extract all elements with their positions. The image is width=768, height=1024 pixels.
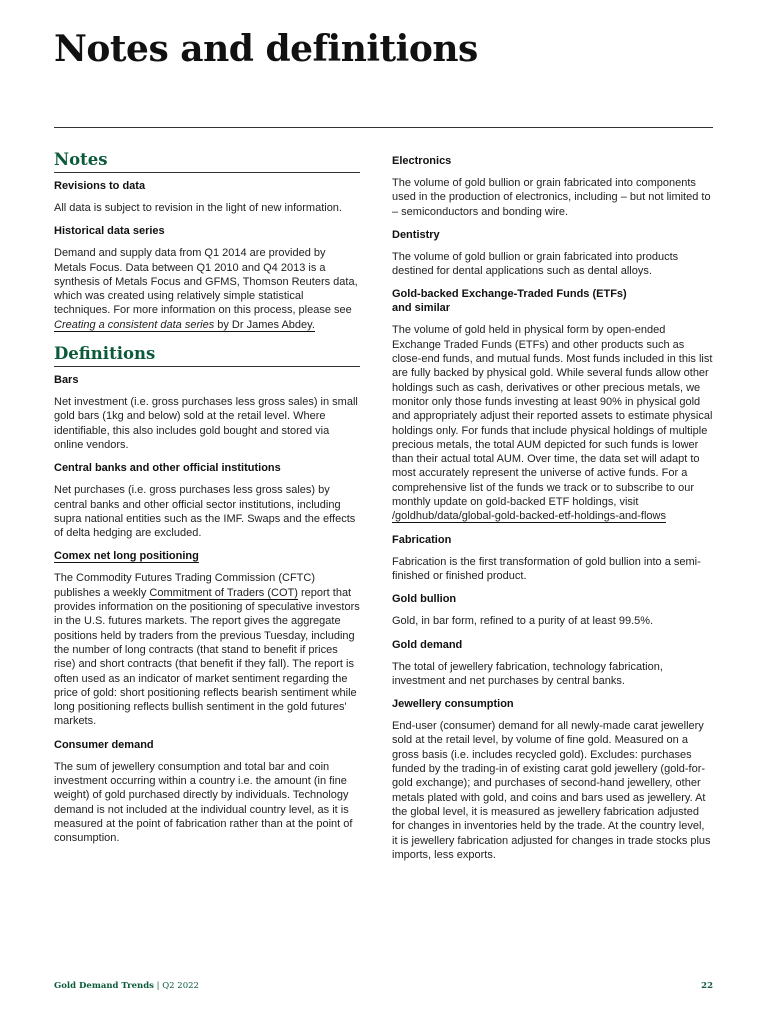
desc-etfs-text: The volume of gold held in physical form by open-ended Exchange Traded Funds (ETFs) and other products such as close-end funds, and mutual funds. Most funds included in this list are fully backed by physical gold. While several funds allow other holdings such as cash, derivatives or other precious metals, we monitor only those funds investing at least 90% in physical gold and appropriately adjust their reported assets to estimate physical holdings only. For funds that include physical holdings of multiple precious metals, the total AUM depicted for such funds is lower than their actual total AUM. Over time, the data set will adapt to most accurately represent the universe of active funds. For a comprehensive list of the funds we track or to subscribe to our monthly update on gold-backed ETF holdings, visit <box>392 324 713 509</box>
term-central-banks: Central banks and other official institutions <box>54 462 281 475</box>
term-gold-demand: Gold demand <box>392 638 463 651</box>
term-historical: Historical data series <box>54 225 165 238</box>
footer-period: Q2 2022 <box>162 981 199 991</box>
desc-revisions: All data is subject to revision in the light of new information. <box>54 202 342 214</box>
desc-central-banks: Net purchases (i.e. gross purchases less gross sales) by central banks and other official sector institutions, including supra national entities such as the IMF. Swaps and the effects of delta hedging are excluded. <box>54 484 356 540</box>
desc-dentistry: The volume of gold bullion or grain fabricated into products destined for dental applications such as dental alloys. <box>392 250 679 278</box>
term-fabrication: Fabrication <box>392 533 452 546</box>
term-etfs-line1: Gold-backed Exchange-Traded Funds (ETFs) <box>392 288 627 301</box>
desc-fabrication: Fabrication is the first transformation of gold bullion into a semi-finished or finished product. <box>392 555 701 582</box>
left-column <box>54 150 360 846</box>
term-jewellery: Jewellery consumption <box>392 698 514 711</box>
page-number: 22 <box>701 981 713 991</box>
desc-consumer-demand: The sum of jewellery consumption and total bar and coin investment occurring within a country i.e. the amount (in fine weight) of gold purchased directly by individuals. Technology demand is not included at the individual country level, as it is measured at the point of fabrication rather than at the point of consumption. <box>54 760 353 845</box>
term-comex[interactable] <box>54 549 360 563</box>
footer-publication <box>54 981 199 991</box>
term-revisions: Revisions to data <box>54 180 146 192</box>
desc-historical <box>54 246 360 332</box>
consistent-data-series-link-author[interactable]: by Dr James Abdey. <box>214 318 315 331</box>
term-bars: Bars <box>54 374 79 387</box>
desc-jewellery: End-user (consumer) demand for all newly-made carat jewellery sold at the retail level, by volume of fine gold. Measured on a gross basis (i.e. includes recycled gold). Excludes: purchases funded by the trading-in of existing carat gold jewellery (gold-for-gold exchange); and purchases of second-hand jewellery, other metals plated with gold, and coins and bars used as jewellery. At the global level, it is measured as jewellery fabrication adjusted for changes in inventories held by the trade. At the country level, it is jewellery fabrication adjusted for changes in trade stocks plus imports, less exports. <box>392 720 711 861</box>
notes-heading: Notes <box>54 150 360 173</box>
term-gold-bullion: Gold bullion <box>392 593 457 606</box>
desc-comex-before: The Commodity Futures Trading Commission (CFTC) publishes a weekly <box>54 572 316 599</box>
desc-gold-bullion: Gold, in bar form, refined to a purity of at least 99.5%. <box>392 615 654 628</box>
term-electronics: Electronics <box>392 155 452 167</box>
title-divider <box>54 127 713 128</box>
term-etfs-line2: and similar <box>392 302 451 315</box>
etf-holdings-link[interactable]: /goldhub/data/global-gold-backed-etf-holdings-and-flows <box>392 510 666 523</box>
desc-bars: Net investment (i.e. gross purchases less gross sales) in small gold bars (1kg and below) sold at the retail level. Where identifiable, this also includes gold bought and stored via online vendors. <box>54 396 358 451</box>
consistent-data-series-link[interactable] <box>54 319 315 332</box>
desc-comex-after: report that provides information on the positioning of speculative investors in the U.S. futures markets. The report gives the aggregate positions held by traders from the previous Tuesday, including the number of long contracts (that stand to benefit if prices rise) and short contracts (that benefit if they fall). The report is often used as an indicator of market sentiment regarding the price of gold: short positioning reflects bearish sentiment while long positioning reflects bullish sentiment in the gold futures' markets. <box>54 586 360 728</box>
page-title: Notes and definitions <box>54 28 478 70</box>
term-etfs <box>392 287 713 315</box>
desc-comex <box>54 571 360 728</box>
footer-title: Gold Demand Trends <box>54 981 154 991</box>
footer-separator: | <box>156 981 160 991</box>
term-consumer-demand: Consumer demand <box>54 738 154 751</box>
desc-etfs <box>392 323 713 523</box>
term-dentistry: Dentistry <box>392 228 440 241</box>
desc-historical-text: Demand and supply data from Q1 2014 are provided by Metals Focus. Data between Q1 2010 and Q4 2013 is a synthesis of Metals Focus and GFMS, Thomson Reuters data, which was created using relatively simple statistical techniques. For more information on this process, please see <box>54 247 358 317</box>
right-column <box>392 154 713 862</box>
desc-electronics: The volume of gold bullion or grain fabricated into components used in the production of electronics, including – but not limited to – semiconductors and bonding wire. <box>392 177 711 218</box>
consistent-data-series-link-text[interactable]: Creating a consistent data series <box>54 318 215 331</box>
cot-link[interactable]: Commitment of Traders (COT) <box>149 586 298 599</box>
comex-link[interactable]: Comex net long positioning <box>54 550 199 563</box>
desc-gold-demand: The total of jewellery fabrication, technology fabrication, investment and net purchases by central banks. <box>392 660 663 687</box>
definitions-heading: Definitions <box>54 344 360 367</box>
